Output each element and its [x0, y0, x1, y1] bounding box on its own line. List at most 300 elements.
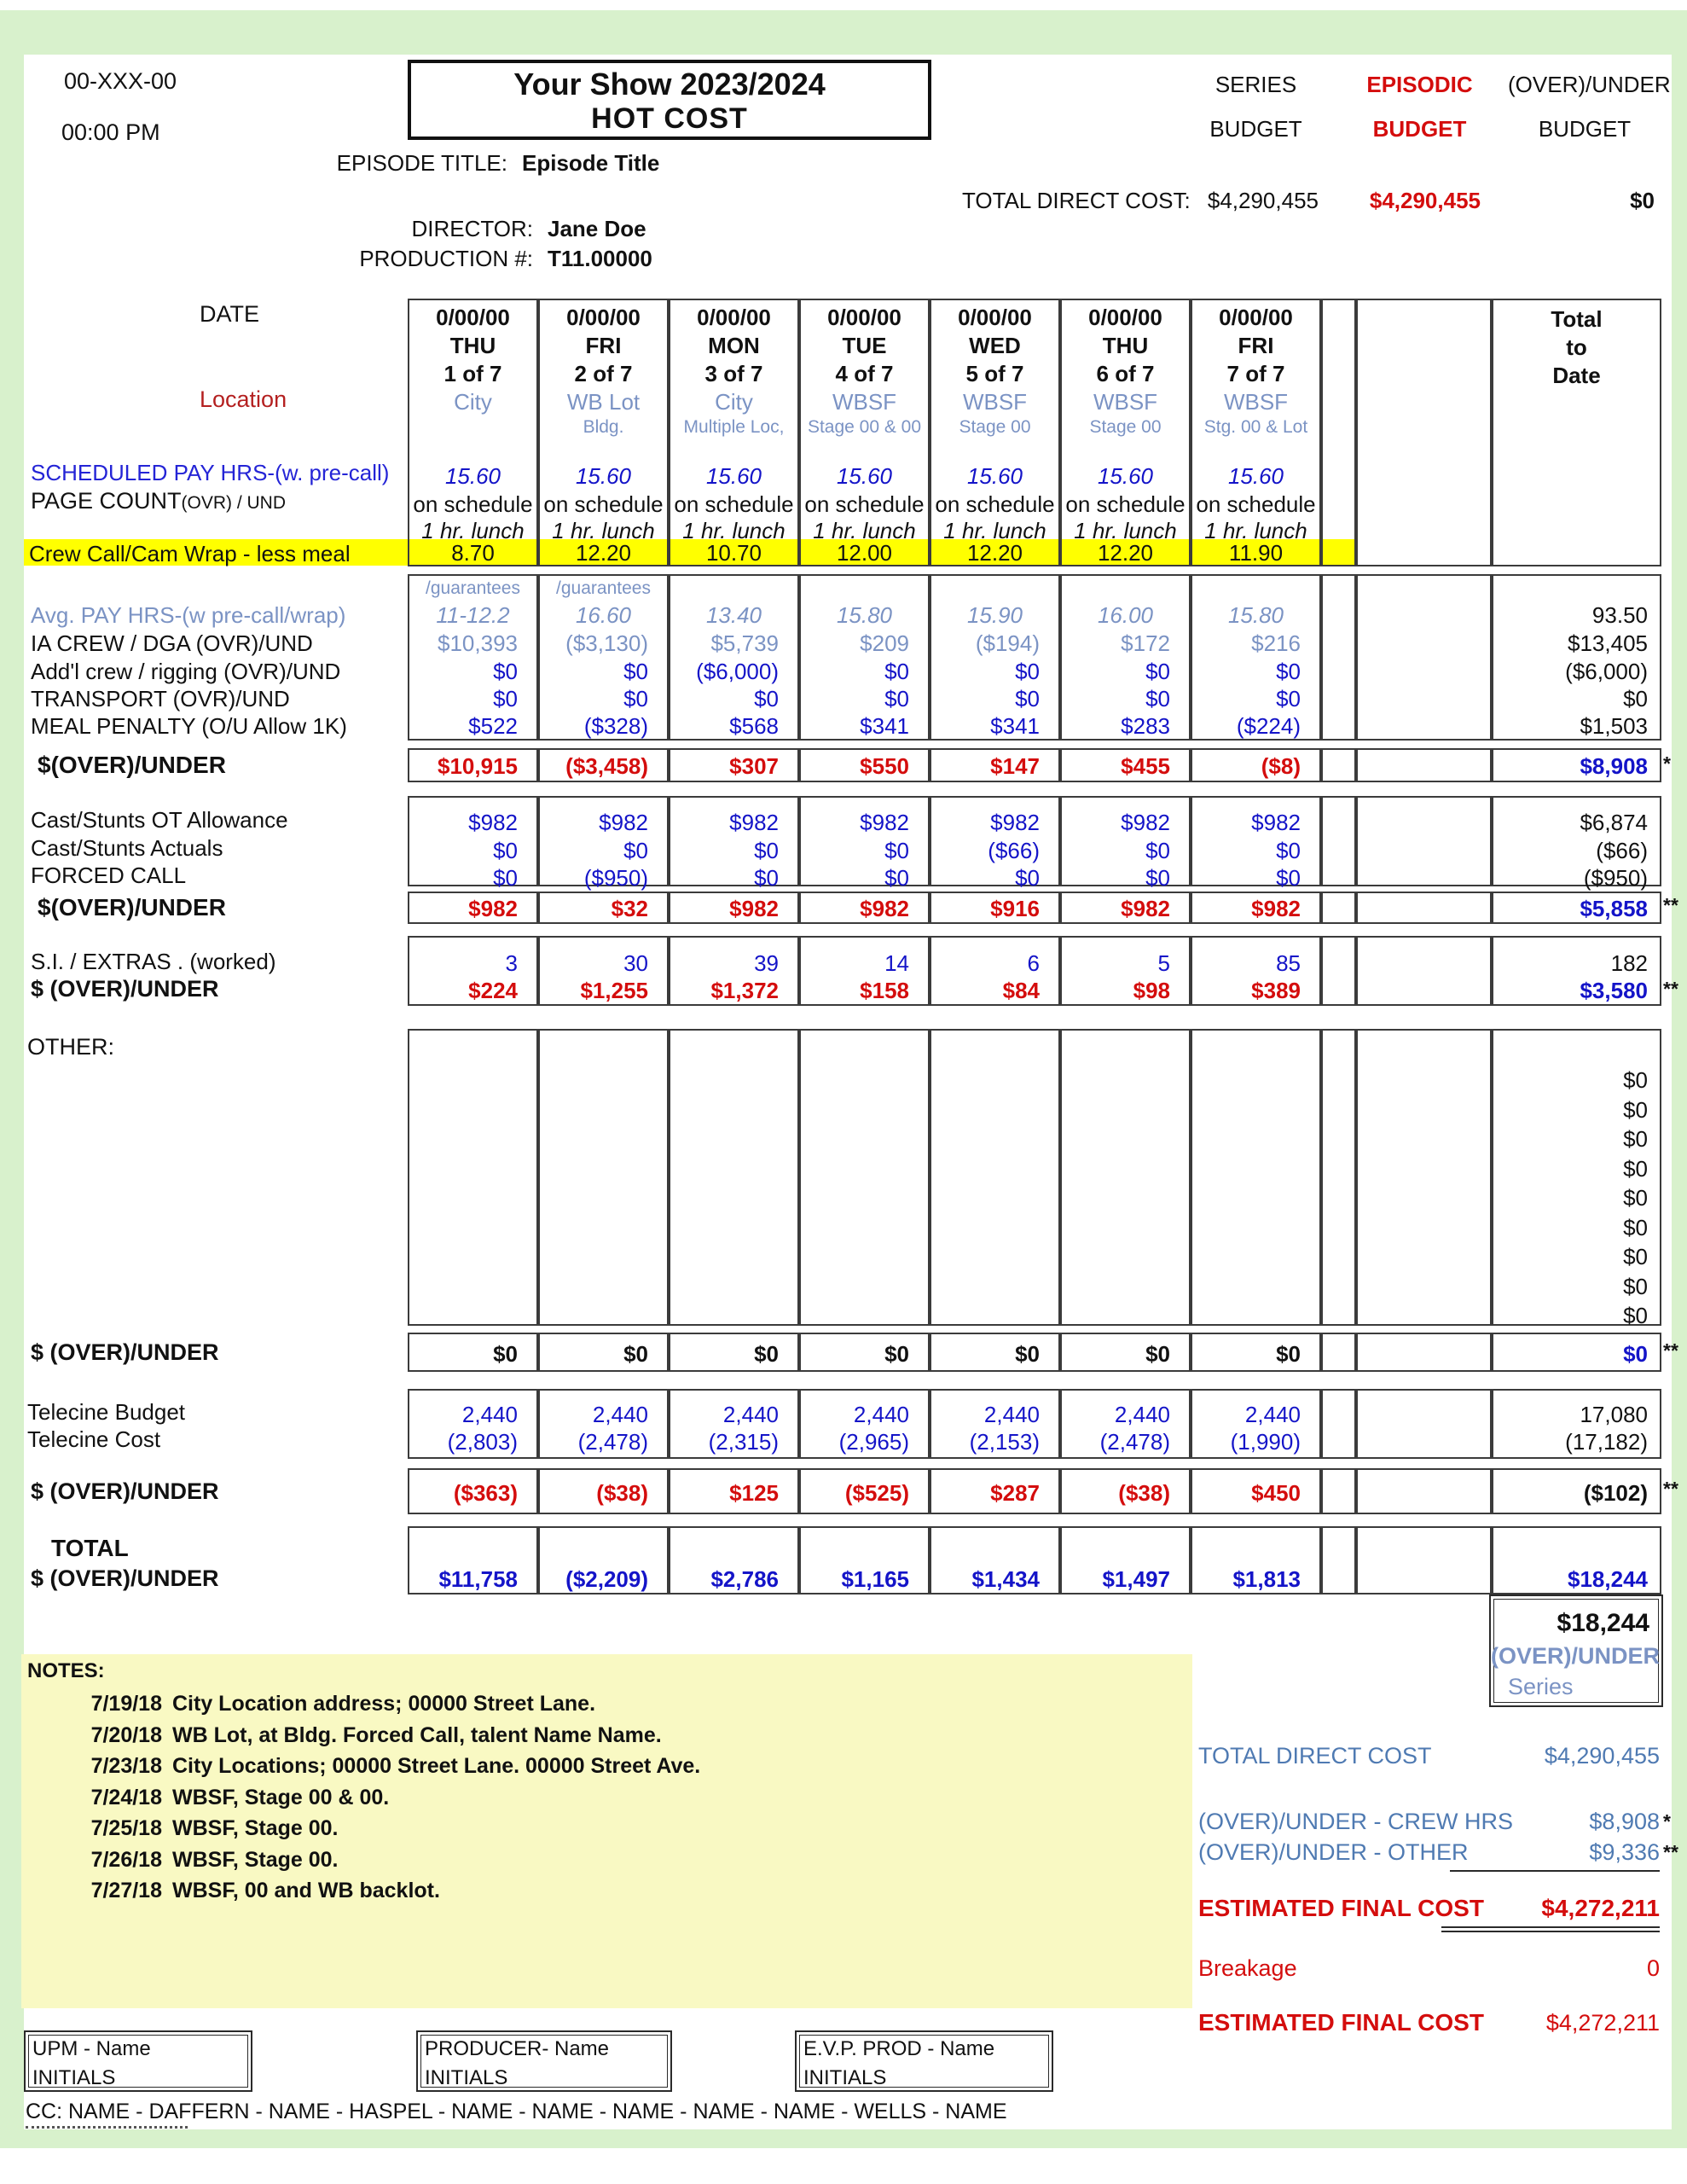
total-direct-cost-label: TOTAL DIRECT COST: [962, 188, 1191, 213]
summary-efc2-label: ESTIMATED FINAL COST [1198, 2009, 1484, 2036]
cell-crewhrs-total-1: $13,405 [1568, 630, 1648, 656]
cell-other-total-7: $0 [1623, 1274, 1648, 1299]
meal-penalty-label: MEAL PENALTY (O/U Allow 1K) [31, 713, 347, 739]
cell-cast-forced-day4: $0 [884, 865, 909, 891]
cell-ou5-ou5-day6: ($38) [1118, 1480, 1170, 1506]
grid-crewhrs-day2 [538, 574, 669, 741]
summary-efc-label: ESTIMATED FINAL COST [1198, 1895, 1484, 1921]
grid-ou1-day2 [538, 748, 669, 782]
grid-telecine-spacer-col [1321, 1389, 1356, 1459]
grid-grand-day5 [930, 1526, 1060, 1594]
marker-ou4: ** [1663, 1339, 1678, 1362]
cell-crewhrs-meal-day4: $341 [860, 713, 909, 739]
cell-grand-total-day7: $1,813 [1232, 1566, 1301, 1592]
grid-header-day2 [538, 299, 669, 566]
cell-other-total-3: $0 [1623, 1156, 1648, 1182]
total-label: TOTAL [51, 1535, 129, 1561]
marker-ou5: ** [1663, 1478, 1678, 1500]
cell-header-loc1-day6: WBSF [1093, 389, 1158, 415]
cell-grand-total-day3: $2,786 [710, 1566, 779, 1592]
grid-ou1-day3 [669, 748, 799, 782]
cell-header-schedule-day6: on schedule [1065, 491, 1186, 517]
grid-ou1-day5 [930, 748, 1060, 782]
forced-call-label: FORCED CALL [31, 863, 187, 888]
series-overunder-series: Series [1508, 1674, 1574, 1699]
summary-other-label: (OVER)/UNDER - OTHER [1198, 1839, 1469, 1865]
grid-cast-day3 [669, 796, 799, 891]
cell-header-lunch-day2: 1 hr. lunch [552, 518, 655, 543]
series-overunder-caption: (OVER)/UNDER [1491, 1643, 1661, 1669]
grid-ou2-day2 [538, 892, 669, 924]
cell-header-crew_call-day5: 12.20 [966, 540, 1023, 566]
cell-grand-total-day2: ($2,209) [565, 1566, 648, 1592]
grid-telecine-total-col [1492, 1389, 1661, 1459]
cell-header-loc2-day1 [409, 416, 536, 444]
cell-cast-cast_ot-day7: $982 [1251, 810, 1301, 835]
summary-efc-underline-2 [1441, 1931, 1660, 1932]
cell-header-dow-day6: THU [1102, 333, 1149, 358]
cell-crewhrs-meal-day7: ($224) [1236, 713, 1301, 739]
cell-header-lunch-day4: 1 hr. lunch [813, 518, 916, 543]
grid-si-day3 [669, 936, 799, 1006]
cell-ou5-total-0: ($102) [1583, 1480, 1648, 1506]
grid-ou2-day1 [408, 892, 538, 924]
grid-grand-day4 [799, 1526, 930, 1594]
cell-si-ou3-day1: $224 [468, 978, 518, 1003]
telecine-budget-label: Telecine Budget [27, 1399, 186, 1425]
cell-crewhrs-avg-day6: 16.00 [1097, 602, 1154, 628]
grid-ou5-day7 [1191, 1468, 1321, 1514]
cell-crewhrs-transport-day3: $0 [754, 686, 779, 712]
cell-si-si-day2: 30 [623, 950, 648, 976]
total-direct-cost-overunder: $0 [1630, 188, 1655, 213]
grid-other-day4 [799, 1029, 930, 1326]
budget-col-series: SERIES [1215, 72, 1297, 97]
grid-ou4-day7 [1191, 1333, 1321, 1372]
grid-telecine-day4 [799, 1389, 930, 1459]
cell-header-num-day4: 4 of 7 [835, 361, 894, 386]
cell-crewhrs-addl-day3: ($6,000) [696, 659, 779, 684]
cell-header-crew_call-day2: 12.20 [575, 540, 632, 566]
cell-crewhrs-avg-day1: 11-12.2 [436, 602, 510, 628]
report-time: 00:00 PM [61, 119, 160, 145]
notes-title: NOTES: [27, 1659, 105, 1682]
grid-ou2-day4 [799, 892, 930, 924]
note-date-1: 7/20/18 [90, 1723, 162, 1747]
cell-cast-cast_ot-day4: $982 [860, 810, 909, 835]
si-extras-label: S.I. / EXTRAS . (worked) [31, 949, 276, 974]
cell-cast-forced-day3: $0 [754, 865, 779, 891]
title-box [408, 60, 931, 140]
grid-grand-day6 [1060, 1526, 1191, 1594]
sched-hrs-label: SCHEDULED PAY HRS-(w. pre-call) [31, 460, 390, 485]
grid-header-blank-col [1356, 299, 1492, 566]
cell-crewhrs-transport-day5: $0 [1015, 686, 1040, 712]
telecine-cost-label: Telecine Cost [27, 1426, 161, 1452]
cell-header-crew_call-day6: 12.20 [1097, 540, 1154, 566]
grid-grand-day1 [408, 1526, 538, 1594]
cell-header-crew_call-day3: 10.70 [705, 540, 762, 566]
cell-ou2-ou2-day3: $982 [729, 896, 779, 921]
grid-crewhrs-blank-col [1356, 574, 1492, 741]
total-direct-cost-series: $4,290,455 [1207, 188, 1319, 213]
cell-ou5-ou5-day3: $125 [729, 1480, 779, 1506]
cell-telecine-tel_cost-day3: (2,315) [708, 1429, 779, 1455]
grid-ou4-day4 [799, 1333, 930, 1372]
cell-si-ou3-day5: $84 [1002, 978, 1040, 1003]
grid-ou2-day5 [930, 892, 1060, 924]
grid-other-spacer-col [1321, 1029, 1356, 1326]
cell-ou1-ou1-day4: $550 [860, 753, 909, 779]
cell-crewhrs-transport-day7: $0 [1276, 686, 1301, 712]
cell-header-date-day1: 0/00/00 [436, 305, 510, 330]
summary-crew-value: $8,908 [1589, 1809, 1660, 1834]
grid-ou1-blank-col [1356, 748, 1492, 782]
cell-cast-cast_ot-day1: $982 [468, 810, 518, 835]
cell-grand-total-day4: $1,165 [841, 1566, 909, 1592]
cell-header-schedule-day1: on schedule [413, 491, 533, 517]
cell-crewhrs-ia-day1: $10,393 [438, 630, 518, 656]
cell-cast-cast_act-day6: $0 [1145, 838, 1170, 863]
cell-si-ou3-day2: $1,255 [580, 978, 648, 1003]
cell-cast-total-0: $6,874 [1580, 810, 1648, 835]
cell-ou2-ou2-day6: $982 [1121, 896, 1170, 921]
cell-telecine-tel_cost-day5: (2,153) [969, 1429, 1040, 1455]
note-date-6: 7/27/18 [90, 1879, 162, 1902]
cell-telecine-tel_budget-day1: 2,440 [461, 1402, 518, 1427]
cell-cast-total-2: ($950) [1583, 865, 1648, 891]
cell-crewhrs-total-0: 93.50 [1591, 602, 1648, 628]
summary-other-underline [1450, 1870, 1660, 1872]
cell-cast-cast_act-day5: ($66) [988, 838, 1040, 863]
cell-grand-total-day5: $1,434 [971, 1566, 1040, 1592]
job-code: 00-XXX-00 [64, 68, 177, 94]
grid-crewhrs-day7 [1191, 574, 1321, 741]
upm-name: UPM - Name [32, 2037, 151, 2060]
ia-crew-label: IA CREW / DGA (OVR)/UND [31, 630, 313, 656]
budget-col-episodic-2: BUDGET [1372, 116, 1467, 142]
marker-ou1: * [1663, 752, 1671, 775]
over-under-label-2: $(OVER)/UNDER [38, 894, 226, 921]
cell-crewhrs-avg-day5: 15.90 [966, 602, 1023, 628]
cell-header-date-day7: 0/00/00 [1219, 305, 1293, 330]
cell-telecine-tel_cost-day2: (2,478) [577, 1429, 648, 1455]
cell-cast-cast_act-day4: $0 [884, 838, 909, 863]
grid-other-day5 [930, 1029, 1060, 1326]
grid-other-day1 [408, 1029, 538, 1326]
budget-col-overunder-2: BUDGET [1538, 116, 1632, 142]
cell-header-date-day4: 0/00/00 [827, 305, 901, 330]
grid-si-day2 [538, 936, 669, 1006]
grid-cast-spacer-col [1321, 796, 1356, 886]
cell-header-loc2-day7: Stg. 00 & Lot [1203, 417, 1308, 437]
grid-cast-day4 [799, 796, 930, 891]
cell-header-loc1-day4: WBSF [832, 389, 897, 415]
grid-telecine-day6 [1060, 1389, 1191, 1459]
cell-header-loc1-day7: WBSF [1223, 389, 1289, 415]
cell-header-crew_call-day7: 11.90 [1228, 540, 1284, 566]
cell-si-si-day6: 5 [1157, 950, 1170, 976]
cell-header-total-2: Date [1552, 363, 1601, 388]
cast-ot-label: Cast/Stunts OT Allowance [31, 807, 288, 833]
grid-cast-day1 [408, 796, 538, 891]
note-text-5: WBSF, Stage 00. [172, 1848, 339, 1872]
cell-si-si-day1: 3 [505, 950, 518, 976]
grid-ou1-day4 [799, 748, 930, 782]
cell-header-total-1: to [1566, 334, 1587, 360]
cell-si-si-day3: 39 [754, 950, 779, 976]
grid-telecine-day5 [930, 1389, 1060, 1459]
cell-crewhrs-guar-day1: /guarantees [426, 578, 520, 598]
cell-header-dow-day2: FRI [585, 333, 622, 358]
cell-ou5-ou5-day1: ($363) [453, 1480, 518, 1506]
cell-crewhrs-addl-day4: $0 [884, 659, 909, 684]
cell-crewhrs-addl-day5: $0 [1015, 659, 1040, 684]
cell-ou4-ou4-day4: $0 [884, 1341, 909, 1367]
cell-other-total-2: $0 [1623, 1126, 1648, 1152]
cell-cast-forced-day1: $0 [493, 865, 518, 891]
cell-ou1-ou1-day6: $455 [1121, 753, 1170, 779]
cell-ou4-ou4-day7: $0 [1276, 1341, 1301, 1367]
cast-actuals-label: Cast/Stunts Actuals [31, 835, 223, 861]
grid-ou4-day2 [538, 1333, 669, 1372]
cell-telecine-tel_cost-day6: (2,478) [1099, 1429, 1170, 1455]
grid-ou1-spacer-col [1321, 748, 1356, 782]
grid-telecine-day1 [408, 1389, 538, 1459]
grid-ou5-day3 [669, 1468, 799, 1514]
grid-si-blank-col [1356, 936, 1492, 1006]
cell-ou2-ou2-day4: $982 [860, 896, 909, 921]
other-label: OTHER: [27, 1034, 115, 1060]
cell-header-loc1-day3: City [715, 389, 753, 415]
cell-header-schedule-day7: on schedule [1196, 491, 1316, 517]
summary-breakage-value: 0 [1646, 1955, 1660, 1981]
grid-ou1-day6 [1060, 748, 1191, 782]
cell-cast-total-1: ($66) [1596, 838, 1648, 863]
cell-header-schedule-day5: on schedule [935, 491, 1055, 517]
cell-si-si-day5: 6 [1027, 950, 1040, 976]
location-label: Location [200, 386, 287, 412]
cell-ou1-total-0: $8,908 [1580, 753, 1648, 779]
summary-other-value: $9,336 [1589, 1839, 1660, 1865]
cell-ou5-ou5-day5: $287 [990, 1480, 1040, 1506]
cell-header-date-day3: 0/00/00 [697, 305, 771, 330]
marker-ou2: ** [1663, 894, 1678, 916]
cc-line: CC: NAME - DAFFERN - NAME - HASPEL - NAME - NAME - NAME - NAME - NAME - WELLS - NAME [26, 2100, 1007, 2123]
cell-ou2-total-0: $5,858 [1580, 896, 1648, 921]
signature-box-evp [795, 2030, 1053, 2092]
budget-col-overunder: (OVER)/UNDER [1508, 72, 1671, 97]
cell-ou4-total-0: $0 [1623, 1341, 1648, 1367]
cell-crewhrs-ia-day3: $5,739 [710, 630, 779, 656]
grid-ou5-blank-col [1356, 1468, 1492, 1514]
page-count-main: PAGE COUNT [31, 488, 182, 514]
cell-ou5-ou5-day7: $450 [1251, 1480, 1301, 1506]
cell-crewhrs-meal-day5: $341 [990, 713, 1040, 739]
grid-ou5-day6 [1060, 1468, 1191, 1514]
grid-cast-day7 [1191, 796, 1321, 891]
cell-crewhrs-avg-day2: 16.60 [575, 602, 632, 628]
grid-telecine-day7 [1191, 1389, 1321, 1459]
cc-dotted-underline [26, 2126, 188, 2129]
note-date-3: 7/24/18 [90, 1786, 162, 1809]
grid-si-total-col [1492, 936, 1661, 1006]
cell-header-loc2-day4: Stage 00 & 00 [807, 417, 922, 437]
cell-telecine-tel_budget-day4: 2,440 [853, 1402, 909, 1427]
cell-ou4-ou4-day2: $0 [623, 1341, 648, 1367]
cell-header-lunch-day1: 1 hr. lunch [421, 518, 525, 543]
cell-header-dow-day7: FRI [1238, 333, 1274, 358]
cell-header-dow-day1: THU [449, 333, 496, 358]
grid-ou5-total-col [1492, 1468, 1661, 1514]
grid-crewhrs-spacer-col [1321, 574, 1356, 741]
summary-breakage-label: Breakage [1198, 1955, 1297, 1981]
cell-si-total-0: 182 [1610, 950, 1648, 976]
cell-crewhrs-total-2: ($6,000) [1565, 659, 1648, 684]
cell-cast-forced-day7: $0 [1276, 865, 1301, 891]
cell-header-lunch-day6: 1 hr. lunch [1074, 518, 1177, 543]
page-count-label [31, 488, 286, 516]
grid-ou5-day2 [538, 1468, 669, 1514]
grid-ou4-spacer-col [1321, 1333, 1356, 1372]
cell-ou1-ou1-day2: ($3,458) [565, 753, 648, 779]
cell-ou2-ou2-day1: $982 [468, 896, 518, 921]
cell-header-loc1-day1: City [454, 389, 492, 415]
cell-header-lunch-day7: 1 hr. lunch [1204, 518, 1307, 543]
cell-crewhrs-addl-day6: $0 [1145, 659, 1170, 684]
summary-tdc-value: $4,290,455 [1544, 1743, 1660, 1769]
grid-ou4-day3 [669, 1333, 799, 1372]
production-label: PRODUCTION #: [359, 246, 533, 271]
cell-cast-cast_ot-day6: $982 [1121, 810, 1170, 835]
grid-si-day4 [799, 936, 930, 1006]
cell-header-dow-day5: WED [969, 333, 1021, 358]
evp-initials: INITIALS [803, 2066, 887, 2089]
grid-telecine-day2 [538, 1389, 669, 1459]
cell-header-sched-day6: 15.60 [1097, 463, 1154, 489]
cell-ou2-ou2-day2: $32 [611, 896, 648, 921]
cell-ou2-ou2-day7: $982 [1251, 896, 1301, 921]
cell-other-total-0: $0 [1623, 1067, 1648, 1093]
cell-header-schedule-day3: on schedule [674, 491, 794, 517]
production-value: T11.00000 [548, 246, 652, 271]
cell-crewhrs-ia-day7: $216 [1251, 630, 1301, 656]
episode-title-value: Episode Title [522, 150, 660, 176]
cell-header-sched-day1: 15.60 [444, 463, 501, 489]
note-text-6: WBSF, 00 and WB backlot. [172, 1879, 440, 1902]
grid-other-total-col [1492, 1029, 1661, 1326]
cell-crewhrs-avg-day4: 15.80 [836, 602, 893, 628]
cell-si-si-day7: 85 [1276, 950, 1301, 976]
cell-header-dow-day3: MON [708, 333, 760, 358]
note-date-5: 7/26/18 [90, 1848, 162, 1872]
cell-crewhrs-avg-day3: 13.40 [705, 602, 762, 628]
signature-box-upm [24, 2030, 252, 2092]
grid-ou5-spacer-col [1321, 1468, 1356, 1514]
grid-telecine-day3 [669, 1389, 799, 1459]
cell-ou1-ou1-day1: $10,915 [438, 753, 518, 779]
cell-telecine-tel_cost-day1: (2,803) [447, 1429, 518, 1455]
marker-si: ** [1663, 978, 1678, 1000]
cell-header-total-0: Total [1551, 306, 1603, 332]
cell-telecine-tel_budget-day7: 2,440 [1244, 1402, 1301, 1427]
evp-name: E.V.P. PROD - Name [803, 2037, 995, 2060]
grid-header-day1 [408, 299, 538, 566]
grid-ou5-day5 [930, 1468, 1060, 1514]
cell-telecine-total-1: (17,182) [1565, 1429, 1648, 1455]
cell-header-lunch-day5: 1 hr. lunch [943, 518, 1046, 543]
cell-header-sched-day7: 15.60 [1227, 463, 1284, 489]
cell-telecine-tel_budget-day6: 2,440 [1114, 1402, 1170, 1427]
cell-si-ou3-day4: $158 [860, 978, 909, 1003]
cell-grand-total-0: $18,244 [1568, 1566, 1648, 1592]
summary-efc2-value: $4,272,211 [1545, 2010, 1660, 2036]
cell-crewhrs-transport-day6: $0 [1145, 686, 1170, 712]
grid-grand-total-col [1492, 1526, 1661, 1594]
cell-si-ou3-day7: $389 [1251, 978, 1301, 1003]
grid-ou1-total-col [1492, 748, 1661, 782]
grid-cast-day5 [930, 796, 1060, 891]
cell-header-sched-day2: 15.60 [575, 463, 632, 489]
avg-pay-hrs-label: Avg. PAY HRS-(w pre-call/wrap) [31, 602, 346, 628]
cell-crewhrs-meal-day2: ($328) [583, 713, 648, 739]
cell-other-total-6: $0 [1623, 1244, 1648, 1269]
cell-ou5-ou5-day4: ($525) [844, 1480, 909, 1506]
cell-si-ou3-day6: $98 [1133, 978, 1170, 1003]
summary-crew-marker: * [1663, 1810, 1671, 1833]
cell-crewhrs-addl-day2: $0 [623, 659, 648, 684]
cell-crewhrs-ia-day5: ($194) [975, 630, 1040, 656]
cell-crewhrs-ia-day2: ($3,130) [565, 630, 648, 656]
grid-grand-day2 [538, 1526, 669, 1594]
summary-crew-label: (OVER)/UNDER - CREW HRS [1198, 1809, 1513, 1834]
over-under-label-6: $ (OVER)/UNDER [31, 1565, 219, 1591]
grid-other-day6 [1060, 1029, 1191, 1326]
cell-header-num-day3: 3 of 7 [704, 361, 763, 386]
summary-other-marker: ** [1663, 1841, 1678, 1863]
cell-other-total-1: $0 [1623, 1097, 1648, 1123]
addl-crew-label: Add'l crew / rigging (OVR)/UND [31, 659, 341, 684]
episode-title-label: EPISODE TITLE: [336, 150, 507, 176]
cell-crewhrs-ia-day4: $209 [860, 630, 909, 656]
cell-crewhrs-transport-day4: $0 [884, 686, 909, 712]
cell-crewhrs-ia-day6: $172 [1121, 630, 1170, 656]
cell-telecine-total-0: 17,080 [1580, 1402, 1648, 1427]
cell-telecine-tel_budget-day5: 2,440 [983, 1402, 1040, 1427]
grid-crewhrs-day5 [930, 574, 1060, 741]
cell-crewhrs-addl-day7: $0 [1276, 659, 1301, 684]
cell-header-lunch-day3: 1 hr. lunch [682, 518, 786, 543]
grid-crewhrs-day6 [1060, 574, 1191, 741]
note-date-4: 7/25/18 [90, 1816, 162, 1840]
over-under-label-4: $ (OVER)/UNDER [31, 1339, 219, 1365]
cell-header-loc2-day5: Stage 00 [959, 417, 1031, 437]
grid-grand-spacer-col [1321, 1526, 1356, 1594]
page-count-suffix: (OVR) / UND [181, 493, 287, 513]
cell-other-total-5: $0 [1623, 1215, 1648, 1240]
note-date-0: 7/19/18 [90, 1692, 162, 1716]
cell-header-schedule-day2: on schedule [543, 491, 664, 517]
doc-type: HOT COST [591, 102, 748, 135]
cell-header-sched-day5: 15.60 [966, 463, 1023, 489]
grid-ou5-day1 [408, 1468, 538, 1514]
grid-header-day6 [1060, 299, 1191, 566]
cell-other-total-4: $0 [1623, 1185, 1648, 1211]
budget-col-episodic: EPISODIC [1366, 72, 1473, 97]
producer-name: PRODUCER- Name [425, 2037, 610, 2060]
grid-ou2-blank-col [1356, 892, 1492, 924]
cell-header-date-day2: 0/00/00 [566, 305, 641, 330]
